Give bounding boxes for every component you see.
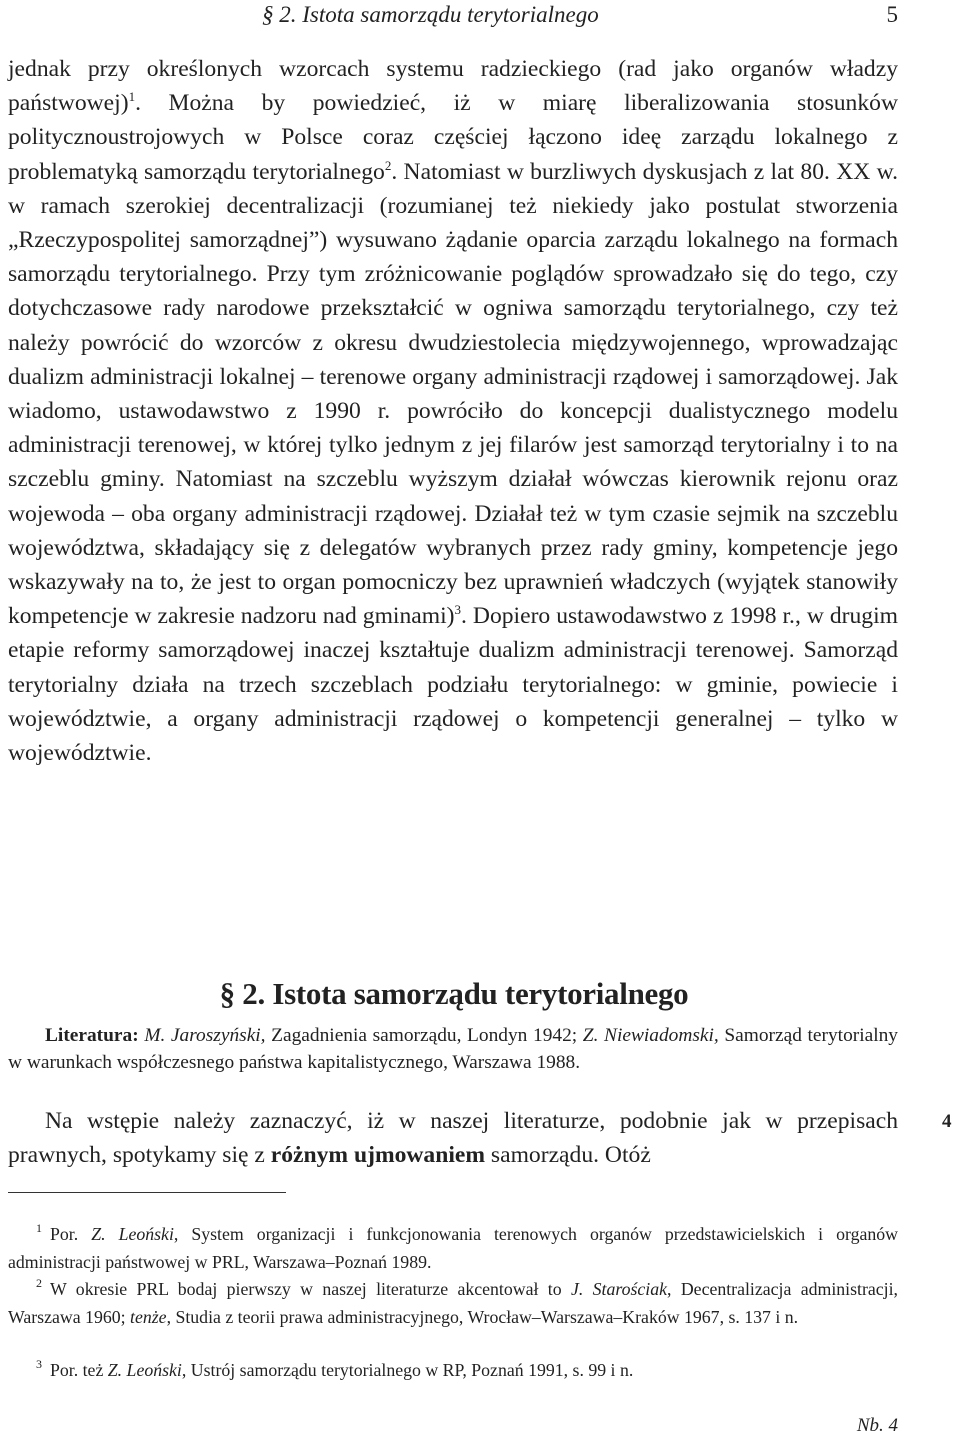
footnote-author: Z. Leoński — [107, 1360, 182, 1380]
margin-number: 4 — [942, 1111, 952, 1132]
footnote-number: 3 — [36, 1357, 42, 1371]
footnote-text: , Decentralizacja administracji, Warszawa 1960; — [8, 1279, 898, 1327]
section-heading: § 2. Istota samorządu terytorialnego — [219, 975, 689, 1011]
footnote-separator — [8, 1192, 286, 1193]
body-paragraph-2 — [8, 1104, 898, 1172]
margin-reference-note: Nb. 4 — [856, 1415, 898, 1436]
paragraph-text: . Można by powiedzieć, iż w miarę liberalizowania stosunków politycznoustrojowych w Polsce coraz częściej łączono ideę zarządu lokalnego z problematyką samorządu terytorialnego — [8, 90, 898, 185]
footnote-author: tenże — [130, 1306, 167, 1327]
paragraph-text: . Dopiero ustawodawstwo z 1998 r., w drugim etapie reformy samorządowej inaczej kształtuje dualizm administracji terenowej. Samorząd terytorialny działa na trzech szczeblach podziału terytorialnego: w gminie, powiecie i województwie, a organy administracji rządowej o kompetencji generalnej – tylko w województwie. — [8, 603, 898, 767]
footnote-text: , System organizacji i funkcjonowania terenowych organów przedstawicielskich i organów administracji państwowej w PRL, Warszawa–Poznań 1989. — [8, 1224, 898, 1272]
literature-work: Zagadnienia samorządu, Londyn 1942; — [265, 1025, 583, 1046]
footnote-text: , Studia z teorii prawa administracyjnego, Wrocław–Warszawa–Kraków 1967, s. 137 i n. — [166, 1306, 799, 1327]
footnote-text: W okresie PRL bodaj pierwszy w naszej literaturze akcentował to — [50, 1279, 571, 1299]
paragraph-text: samorządu. Otóż — [485, 1142, 651, 1169]
footnote-ref-3[interactable]: 3 — [454, 602, 462, 618]
literature-author: Z. Niewiadomski, — [582, 1025, 719, 1046]
literature-note — [8, 1022, 898, 1076]
footnote-number: 1 — [36, 1221, 42, 1235]
body-paragraph-1 — [8, 52, 898, 770]
footnote-text: Por. też — [50, 1360, 108, 1380]
footnote-text: Por. — [50, 1224, 92, 1244]
footnote-2 — [8, 1276, 898, 1331]
footnote-author: Z. Leoński — [91, 1224, 174, 1244]
literature-work: Samorząd terytorialny w warunkach współczesnego państwa kapitalistycznego, Warszawa 1988. — [8, 1025, 898, 1073]
literature-author: M. Jaroszyński, — [144, 1025, 266, 1046]
literature-label: Literatura: — [45, 1025, 139, 1046]
footnote-1 — [8, 1221, 898, 1276]
footnote-author: J. Starościak — [570, 1279, 668, 1299]
footnote-3 — [8, 1357, 898, 1385]
paragraph-text: . Natomiast w burzliwych dyskusjach z lat 80. XX w. w ramach szerokiej decentralizacji (rozumianej też niekiedy jako postulat stworzenia „Rzeczypospolitej samorządnej”) wysuwano żądanie oparcia zarządu lokalnego na formach samorządu terytorialnego. Przy tym zróżnicowanie poglądów sprowadzało się do tego, czy dotychczasowe rady narodowe przekształcić w ogniwa samorządu terytorialnego, czy też należy powrócić do wzorców z okresu dwudziestolecia międzywojennego, wprowadzając dualizm administracji lokalnej – terenowe organy administracji rządowej i samorządowej. Jak wiadomo, ustawodawstwo z 1990 r. powróciło do koncepcji dualistycznego modelu administracji terenowej, w której tylko jednym z jej filarów jest samorząd terytorialny i to na szczeblu gminy. Natomiast na szczeblu wyższym działał wówczas kierownik rejonu oraz wojewoda – oba organy administracji rządowej. Działał też w tym czasie sejmik na szczeblu województwa, składający się z delegatów wybranych przez rady gminy, kompetencje jego wskazywały na to, że jest to organ pomocniczy bez uprawnień władczych (wyjątek stanowiły kompetencje w zakresie nadzoru nad gminami) — [8, 158, 898, 630]
footnote-number: 2 — [36, 1276, 42, 1290]
emphasis-text: różnym ujmowaniem — [270, 1142, 486, 1169]
running-header: § 2. Istota samorządu terytorialnego — [262, 2, 599, 27]
footnote-ref-2[interactable]: 2 — [384, 157, 392, 173]
paragraph-text: Na wstępie należy zaznaczyć, iż w naszej literaturze, podobnie jak w przepisach prawnych, spotykamy się z — [8, 1108, 898, 1169]
footnote-text: , Ustrój samorządu terytorialnego w RP, Poznań 1991, s. 99 i n. — [181, 1360, 634, 1380]
footnote-ref-1[interactable]: 1 — [128, 89, 136, 105]
paragraph-text: jednak przy określonych wzorcach systemu radzieckiego (rad jako organów władzy państwowej) — [8, 56, 898, 117]
page-number: 5 — [886, 2, 898, 27]
